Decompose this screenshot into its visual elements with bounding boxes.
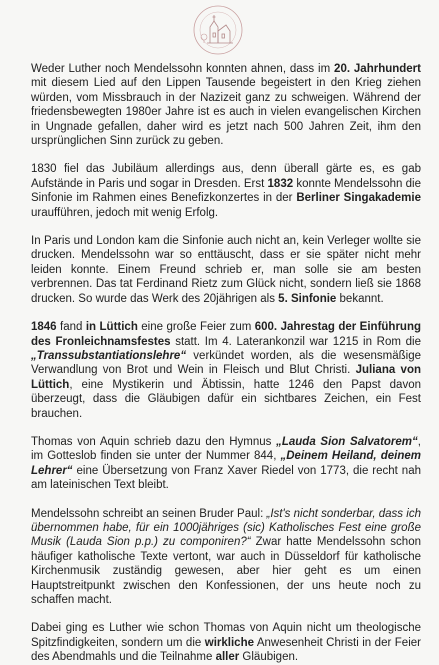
church-seal-icon (174, 3, 262, 57)
bold-text: Juliana von Lüttich (31, 364, 421, 391)
bold-text: 1846 (31, 321, 57, 334)
document-body (31, 62, 421, 665)
body-text: Anwesenheit Christi in der Feier des Abendmahls und die Teilnahme (31, 636, 421, 664)
emphasis-text: „Deinem Heiland, deinem Lehrer“ (31, 450, 421, 477)
bold-text: 5. Sinfonie (278, 292, 337, 305)
bold-text: in Lüttich (85, 321, 138, 334)
body-text: eine große Feier zum (137, 321, 255, 334)
paragraph-5 (31, 435, 421, 493)
body-text: mit diesem Lied auf den Lippen Tausende begeistert in den Krieg ziehen würden, vom Missbrauch in der Nazizeit ganz zu schweigen. Während der friedensbewegten 1980er Jahre ist es auch in vielen evangelischen Kirchen in Ungnade gefallen, daher wird es jetzt nach 500 Jahren Zeit, ihm den ursprünglichen Sinn zurück zu geben. (31, 77, 421, 148)
body-text: Thomas von Aquin schrieb dazu den Hymnus (31, 435, 277, 448)
quote-text: „Ist's nicht sonderbar, dass ich übernommen habe, für ein 1000jähriges (sic) Katholisches Fest eine große Musik (Lauda Sion p.p.) zu componiren?“ (31, 507, 421, 549)
body-text: statt. Im 4. Laterankonzil war 1215 in Rom die (170, 335, 421, 348)
bold-text: 20. Jahrhundert (334, 63, 421, 75)
body-text: 1830 fiel das Jubiläum allerdings aus, denn überall gärte es, es gab Aufstände in Paris und sogar in Dresden. Erst (31, 163, 421, 190)
bold-text: 1832 (267, 177, 294, 190)
body-text: Gläubigen. (239, 651, 299, 664)
body-text: , eine Mystikerin und Äbtissin, hatte 1246 den Papst davon überzeugt, dass die Gläubigen dafür ein sichtbares Zeichen, ein Fest brauchen. (31, 378, 421, 420)
paragraph-3 (31, 234, 421, 306)
bold-text: Berliner Singakademie (296, 192, 422, 205)
bold-text: wirkliche (204, 636, 254, 649)
body-text: konnte Mendelssohn die Sinfonie im Rahmen eines Benefizkonzertes in der (31, 177, 421, 205)
body-text: Dabei ging es Luther wie schon Thomas von Aquin nicht um theologische Spitzfindigkeiten, sondern um die (31, 622, 421, 649)
emphasis-text: „Transsubstantiationslehre“ (31, 349, 187, 362)
paragraph-2 (31, 162, 421, 220)
body-text: bekannt. (336, 292, 384, 305)
body-text: fand (56, 321, 86, 334)
paragraph-7 (31, 621, 421, 664)
bold-text: 600. Jahrestag der Einführung des Fronleichnamsfestes (31, 321, 421, 348)
bold-text: aller (215, 651, 240, 664)
paragraph-4 (31, 320, 421, 421)
body-text: In Paris und London kam die Sinfonie auch nicht an, kein Verleger wollte sie drucken. Mendelssohn war so enttäuscht, dass er sie später nicht mehr leiden konnte. Einem Freund schrieb er, man solle sie am besten verbrennen. Das tat Ferdinand Rietz zum Glück nicht, sondern ließ sie 1868 drucken. So wurde das Werk des 20jährigen als (31, 235, 421, 305)
body-text: uraufführen, jedoch mit wenig Erfolg. (31, 206, 219, 219)
body-text: verkündet worden, als die wesensmäßige Verwandlung von Brot und Wein in Fleisch und Blut Christi. (31, 349, 421, 377)
bold-italic-span (31, 350, 186, 362)
body-text: , im Gotteslob finden sie unter der Nummer 844, (31, 435, 421, 463)
bold-italic-span (276, 436, 418, 448)
emphasis-text: „Lauda Sion Salvatorem“ (276, 435, 418, 448)
body-text: eine Übersetzung von Franz Xaver Riedel von 1773, die recht nah am lateinischen Text bleibt. (31, 464, 421, 492)
body-text: Zwar hatte Mendelssohn schon häufiger katholische Texte vertont, war auch in Düsseldorf für katholische Kirchenmusik zuständig gewesen, aber hier geht es um einen Hauptstreitpunkt zwischen den Konfessionen, der uns heute noch zu schaffen macht. (31, 536, 421, 606)
paragraph-1 (31, 62, 421, 148)
body-text: Mendelssohn schreibt an seinen Bruder Paul: (31, 507, 267, 520)
paragraph-6 (31, 507, 421, 608)
body-text: Weder Luther noch Mendelssohn konnten ahnen, dass im (31, 63, 335, 75)
